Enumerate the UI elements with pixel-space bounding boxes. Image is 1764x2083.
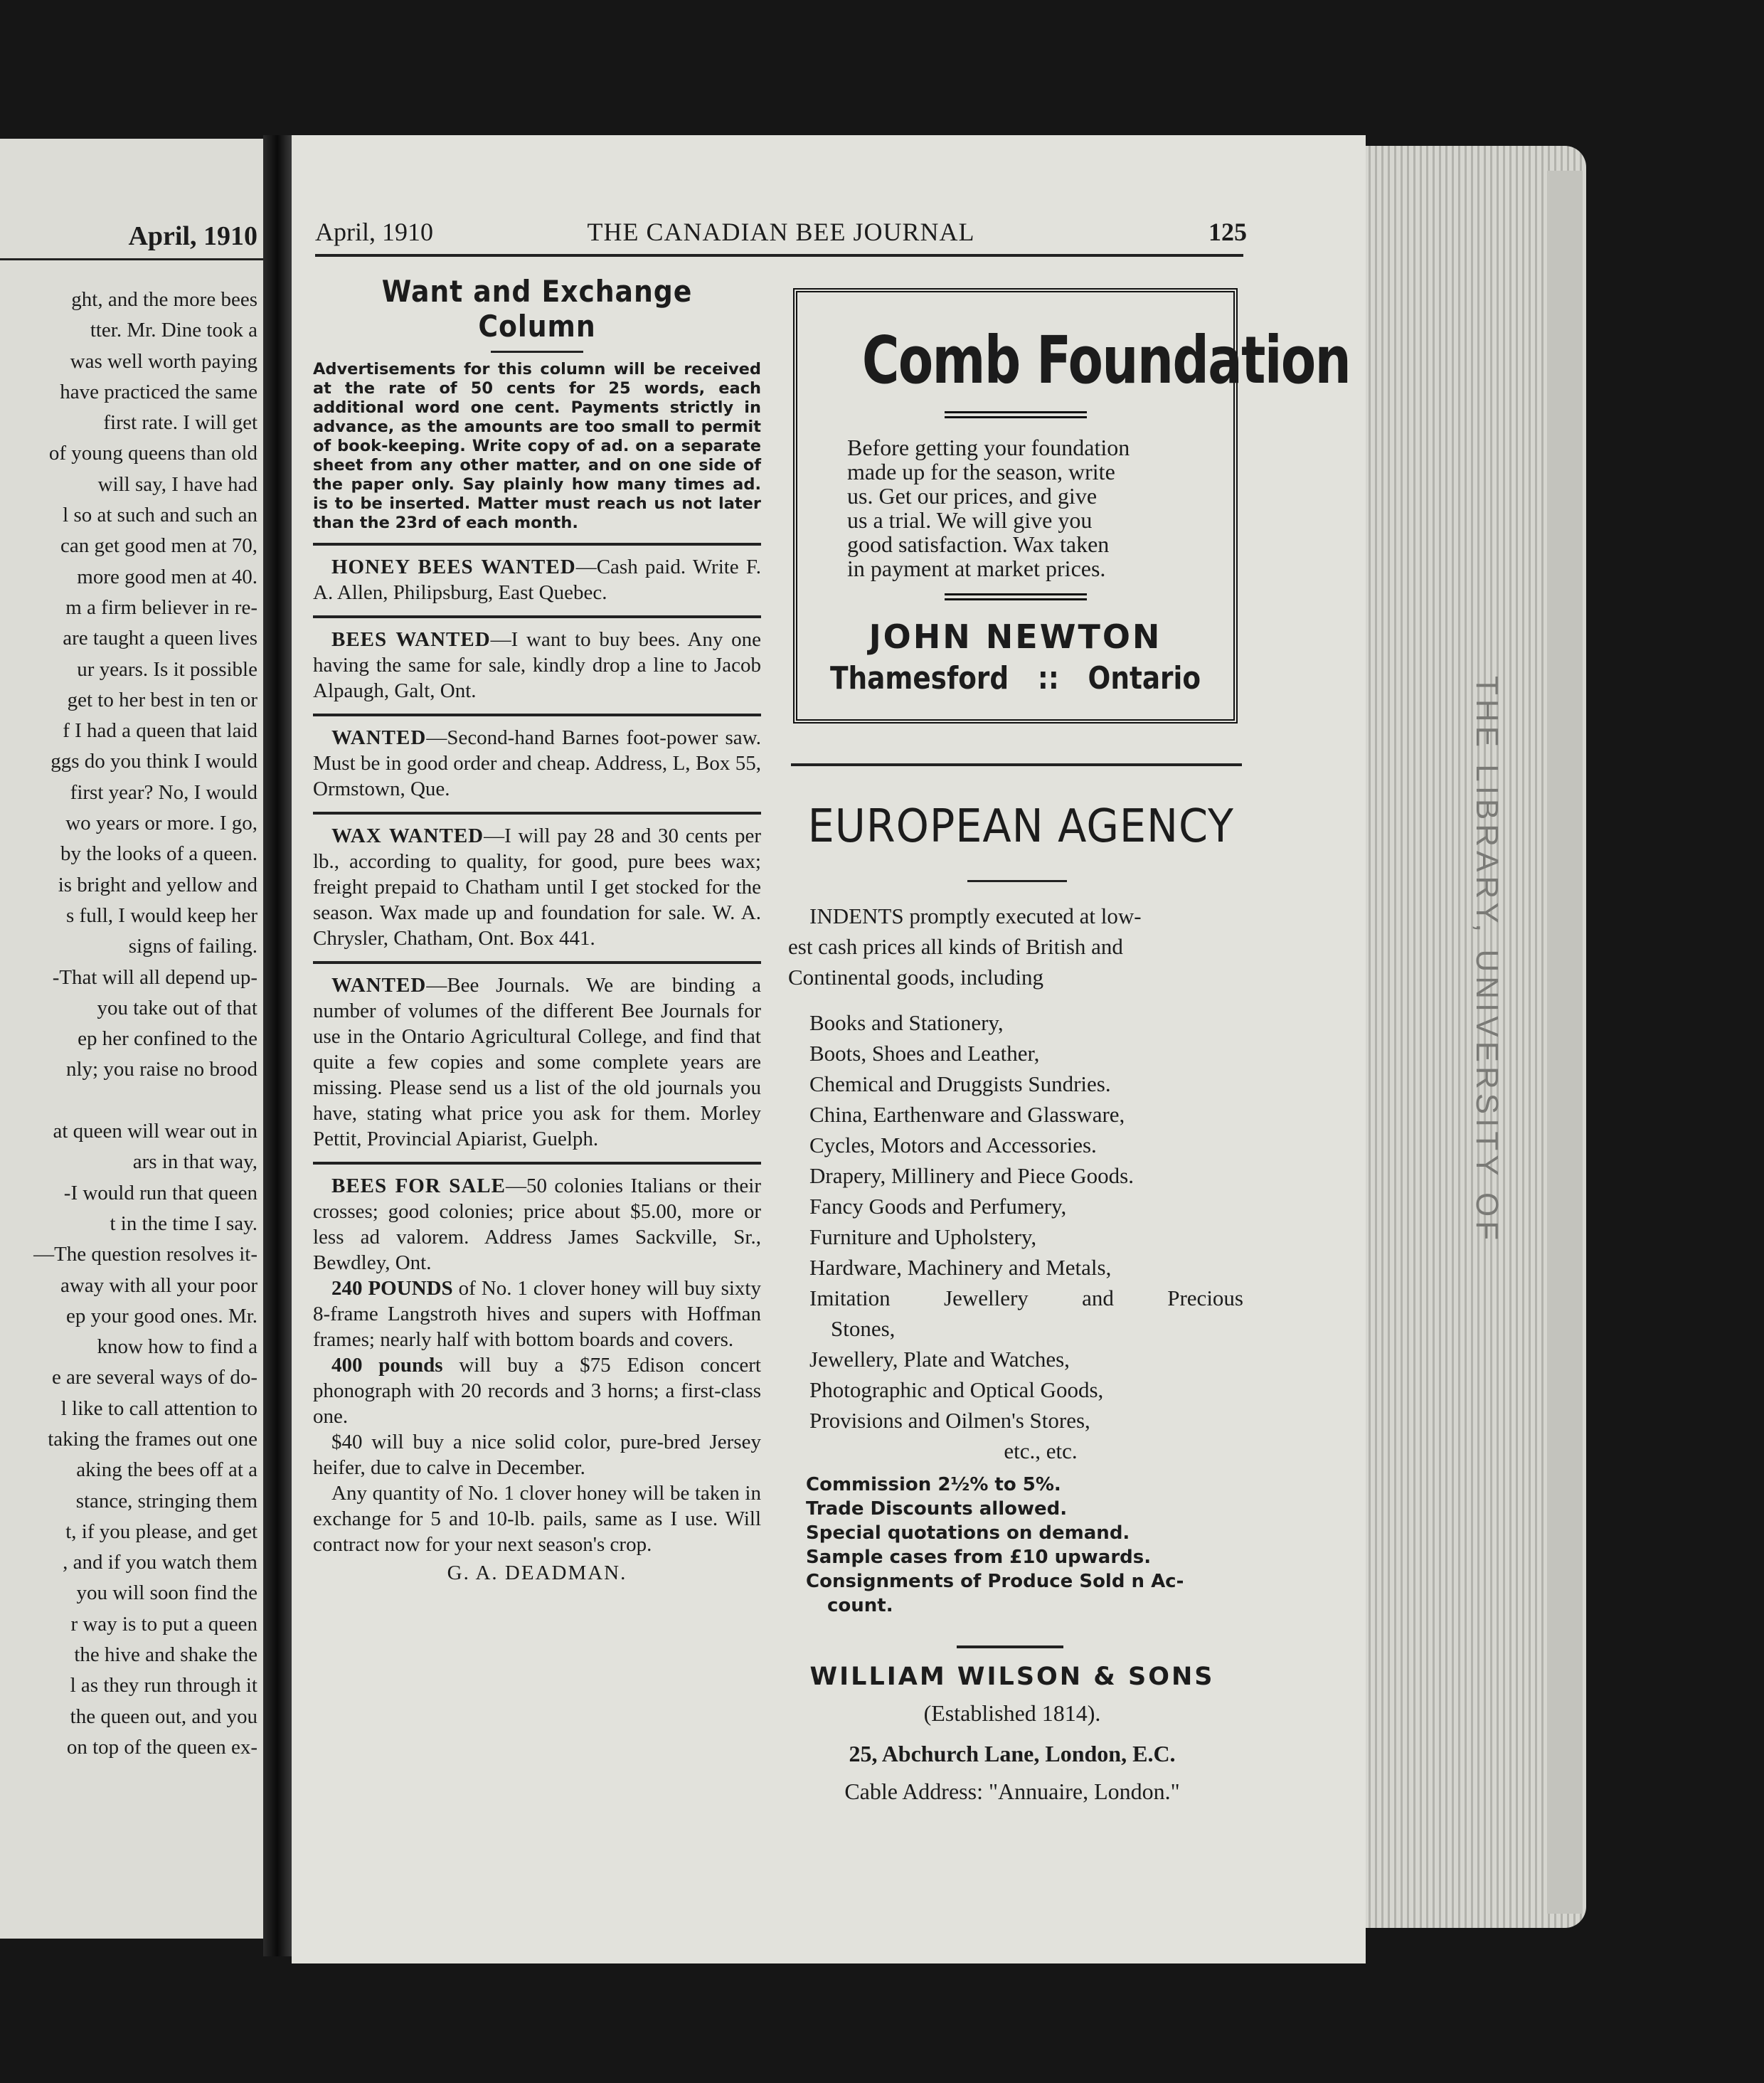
ad-text: —Bee Journals. We are binding a number of volumes of the different Bee Journals for use in the Ontario Agricultural College, and find that quite a few copies and some complete years are missing. Please send us a list of the old journals you have, stating what price you ask for them. Morley Pettit, Provincial Apiarist, Guelph. <box>313 974 761 1150</box>
comb-ad-line: made up for the season, write <box>847 459 1115 484</box>
left-page-line: are taught a queen lives <box>63 627 257 650</box>
ad-lead: BEES FOR SALE <box>331 1175 506 1197</box>
goods-list <box>809 1007 1243 1466</box>
left-page-line: —The question resolves it- <box>33 1243 257 1266</box>
company-rule <box>957 1645 1063 1648</box>
bees-for-sale-ad <box>313 1173 761 1586</box>
left-page-line: r way is to put a queen <box>70 1612 257 1636</box>
page-header <box>315 217 1247 249</box>
left-page-line: -That will all depend up- <box>52 965 257 989</box>
library-stamp: THE LIBRARY, UNIVERSITY OF <box>1470 676 1504 1245</box>
left-page-line: you take out of that <box>97 996 257 1019</box>
company-name: WILLIAM WILSON & SONS <box>809 1663 1215 1691</box>
comb-ad-line: in payment at market prices. <box>847 556 1106 581</box>
left-page-line: taking the frames out one <box>48 1427 257 1451</box>
goods-item: Fancy Goods and Perfumery, <box>809 1194 1067 1219</box>
column-title: Want and Exchange Column <box>381 274 693 344</box>
classified-ad <box>313 972 761 1152</box>
section-rule <box>791 763 1242 766</box>
ad-lead: WAX WANTED <box>331 825 484 847</box>
left-page-line: m a firm believer in re- <box>65 595 257 619</box>
want-exchange-column <box>313 274 761 1586</box>
terms-line: Trade Discounts allowed. <box>806 1498 1068 1520</box>
company-address: 25, Abchurch Lane, London, E.C. <box>849 1741 1176 1766</box>
goods-item: Jewellery, Plate and Watches, <box>809 1347 1070 1372</box>
left-page-line: know how to find a <box>97 1335 257 1359</box>
goods-item: Boots, Shoes and Leather, <box>809 1041 1040 1066</box>
title-rule <box>967 880 1067 882</box>
ad-text: will buy a $75 Edison concert phonograph with 20 records and 3 horns; a first-class one. <box>313 1354 761 1428</box>
left-page-line <box>33 1086 257 1116</box>
classified-ad <box>313 725 761 802</box>
agency-intro <box>788 901 1243 992</box>
page-number: 125 <box>1208 218 1247 246</box>
comb-ad-line: us a trial. We will give you <box>847 507 1093 533</box>
ad-text: —I will pay 28 and 30 cents per lb., according to quality, for good, pure bees wax; freight prepaid to Chatham until I get stocked for the season. Wax made up and foundation for sale. W. A. Chrysler, Chatham, Ont. Box 441. <box>313 825 761 950</box>
left-page-line: on top of the queen ex- <box>66 1735 257 1759</box>
left-header-rule <box>0 258 263 260</box>
goods-item: Books and Stationery, <box>809 1010 1004 1035</box>
left-page-line: tter. Mr. Dine took a <box>90 319 257 342</box>
ad-divider <box>313 812 761 815</box>
cable-address: Cable Address: "Annuaire, London." <box>844 1779 1180 1804</box>
left-page-line: l as they run through it <box>70 1674 257 1697</box>
ad-lead: HONEY BEES WANTED <box>331 556 576 578</box>
ad-sublead: 240 POUNDS <box>331 1277 453 1300</box>
left-page-line: stance, stringing them <box>75 1489 257 1512</box>
left-page-line: -I would run that queen <box>63 1181 257 1204</box>
comb-ad-line: us. Get our prices, and give <box>847 483 1098 509</box>
goods-item: Furniture and Upholstery, <box>809 1224 1037 1249</box>
goods-item: Provisions and Oilmen's Stores, <box>809 1408 1090 1433</box>
left-page-line: the hive and shake the <box>74 1643 257 1667</box>
left-page-line: first rate. I will get <box>103 411 257 435</box>
advertiser-address <box>830 660 1201 696</box>
left-page-line: the queen out, and you <box>70 1705 257 1728</box>
left-page-text <box>33 285 257 1763</box>
company-established: (Established 1814). <box>923 1700 1101 1726</box>
ad-text: Any quantity of No. 1 clover honey will be taken in exchange for 5 and 10-lb. pails, same as I use. Will contract now for your next season's crop. <box>313 1482 761 1556</box>
left-page-line: ur years. Is it possible <box>77 657 257 681</box>
journal-title: THE CANADIAN BEE JOURNAL <box>587 218 975 246</box>
ad-lead: WANTED <box>331 974 427 997</box>
left-page-header: April, 1910 <box>128 221 257 251</box>
left-page-line: can get good men at 70, <box>60 534 257 558</box>
left-page-line: e are several ways of do- <box>51 1366 257 1389</box>
left-page-line: by the looks of a queen. <box>60 842 257 866</box>
left-page-line: of young queens than old <box>48 442 257 465</box>
ad-text: —I want to buy bees. Any one having the same for sale, kindly drop a line to Jacob Alpaugh, Galt, Ont. <box>313 628 761 702</box>
ad-sublead: 400 pounds <box>331 1354 443 1377</box>
left-page-line: t in the time I say. <box>110 1212 257 1235</box>
left-page-line: is bright and yellow and <box>58 873 257 896</box>
left-facing-page <box>0 139 263 1939</box>
goods-item: Drapery, Millinery and Piece Goods. <box>809 1163 1134 1188</box>
left-page-line: nly; you raise no brood <box>65 1058 257 1081</box>
left-page-line: first year? No, I would <box>70 780 257 804</box>
left-page-line: at queen will wear out in <box>53 1120 257 1143</box>
address-separator: :: <box>1037 660 1059 696</box>
title-rule <box>491 351 583 353</box>
ad-divider <box>313 714 761 716</box>
left-page-line: s full, I would keep her <box>66 903 257 927</box>
book-spine-band <box>1547 171 1583 1914</box>
intro-line: Continental goods, including <box>788 965 1044 990</box>
ad-text: $40 will buy a nice solid color, pure-bred Jersey heifer, due to calve in December. <box>313 1431 761 1479</box>
left-page-line: , and if you watch them <box>63 1551 257 1574</box>
goods-word: Imitation <box>809 1286 891 1310</box>
ad-signature: G. A. DEADMAN. <box>447 1562 627 1584</box>
advertiser-name: JOHN NEWTON <box>868 618 1162 656</box>
terms-line-continued: count. <box>827 1595 893 1616</box>
left-page-line: get to her best in ten or <box>67 688 257 711</box>
goods-item: Chemical and Druggists Sundries. <box>809 1071 1111 1096</box>
left-page-line: ght, and the more bees <box>71 288 257 311</box>
goods-word: Precious <box>1167 1286 1243 1310</box>
comb-ad-rule <box>945 593 1087 600</box>
left-page-line: you will soon find the <box>76 1581 257 1605</box>
advertiser-town: Thamesford <box>829 660 1009 696</box>
left-page-line: ggs do you think I would <box>51 750 257 773</box>
left-page-line: wo years or more. I go, <box>65 812 257 835</box>
comb-ad-title: Comb Foundation <box>861 322 1351 398</box>
book-gutter <box>263 135 292 1956</box>
left-page-line: signs of failing. <box>128 935 257 958</box>
terms-line: Commission 2½% to 5%. <box>806 1474 1061 1495</box>
goods-etc: etc., etc. <box>1004 1438 1078 1463</box>
comb-ad-line: good satisfaction. Wax taken <box>847 531 1110 557</box>
column-intro: Advertisements for this column will be received at the rate of 50 cents for 25 words, each additional word one cent. Payments strictly in advance, as the amounts are too small to permit of book-keeping. Write copy of ad. on a separate sheet from any other matter, and on one side of the paper only. Say plainly how many times ad. is to be inserted. Matter must reach us not later than the 23rd of each month. <box>313 360 761 532</box>
column-rule <box>313 543 761 546</box>
terms-line: Sample cases from £10 upwards. <box>806 1547 1152 1568</box>
goods-item: Hardware, Machinery and Metals, <box>809 1255 1112 1280</box>
comb-foundation-ad <box>793 288 1351 724</box>
left-page-line: ars in that way, <box>132 1150 257 1174</box>
left-page-line: more good men at 40. <box>77 565 257 588</box>
intro-line: est cash prices all kinds of British and <box>788 934 1123 959</box>
left-page-line: was well worth paying <box>70 349 257 373</box>
goods-item <box>809 1283 1243 1313</box>
classified-ad <box>313 823 761 951</box>
goods-item-continued: Stones, <box>831 1316 896 1341</box>
classified-ad <box>313 554 761 605</box>
agency-terms <box>806 1473 1243 1618</box>
comb-ad-body <box>819 435 1212 581</box>
left-page-line: aking the bees off at a <box>76 1458 257 1482</box>
comb-ad-rule <box>945 411 1087 418</box>
ad-text: —Second-hand Barnes foot-power saw. Must be in good order and cheap. Address, L, Box 55, Ormstown, Que. <box>313 726 761 800</box>
goods-word: Jewellery <box>944 1286 1029 1310</box>
european-agency-title: EUROPEAN AGENCY <box>807 800 1234 853</box>
ad-divider <box>313 1162 761 1165</box>
left-page-line: t, if you please, and get <box>65 1520 257 1543</box>
ad-divider <box>313 615 761 618</box>
goods-item: Cycles, Motors and Accessories. <box>809 1133 1097 1157</box>
intro-line: INDENTS promptly executed at low- <box>809 903 1142 928</box>
ad-lead: WANTED <box>331 726 427 749</box>
classified-ad <box>313 627 761 704</box>
goods-item: China, Earthenware and Glassware, <box>809 1102 1125 1127</box>
left-page-line: l like to call attention to <box>60 1396 257 1420</box>
terms-line: Consignments of Produce Sold n Ac- <box>806 1571 1184 1592</box>
ad-text: —50 colonies Italians or their crosses; good colonies; price about $5.00, more or less ad valorem. Address James Sackville, Sr., Bewdley, Ont. <box>313 1175 761 1274</box>
ad-text: of No. 1 clover honey will buy sixty 8-frame Langstroth hives and supers with Hoffman frames; nearly half with bottom boards and covers. <box>313 1277 761 1351</box>
left-page-line: l so at such and such an <box>63 504 257 527</box>
goods-item: Photographic and Optical Goods, <box>809 1377 1104 1402</box>
left-page-line: will say, I have had <box>97 472 257 496</box>
left-page-line: ep your good ones. Mr. <box>65 1304 257 1327</box>
left-page-line: ep her confined to the <box>78 1027 257 1051</box>
header-rule <box>315 254 1243 257</box>
header-date: April, 1910 <box>315 218 433 246</box>
ad-divider <box>313 961 761 964</box>
goods-word: and <box>1082 1286 1114 1310</box>
left-page-line: f I had a queen that laid <box>63 719 257 743</box>
ad-text: —Cash paid. Write F. A. Allen, Philipsburg, East Quebec. <box>313 556 761 604</box>
comb-ad-line: Before getting your foundation <box>847 435 1130 460</box>
left-page-line: away with all your poor <box>60 1273 257 1297</box>
ad-lead: BEES WANTED <box>331 628 491 651</box>
left-page-line: have practiced the same <box>60 380 257 403</box>
terms-line: Special quotations on demand. <box>806 1522 1130 1544</box>
advertiser-province: Ontario <box>1088 660 1201 696</box>
